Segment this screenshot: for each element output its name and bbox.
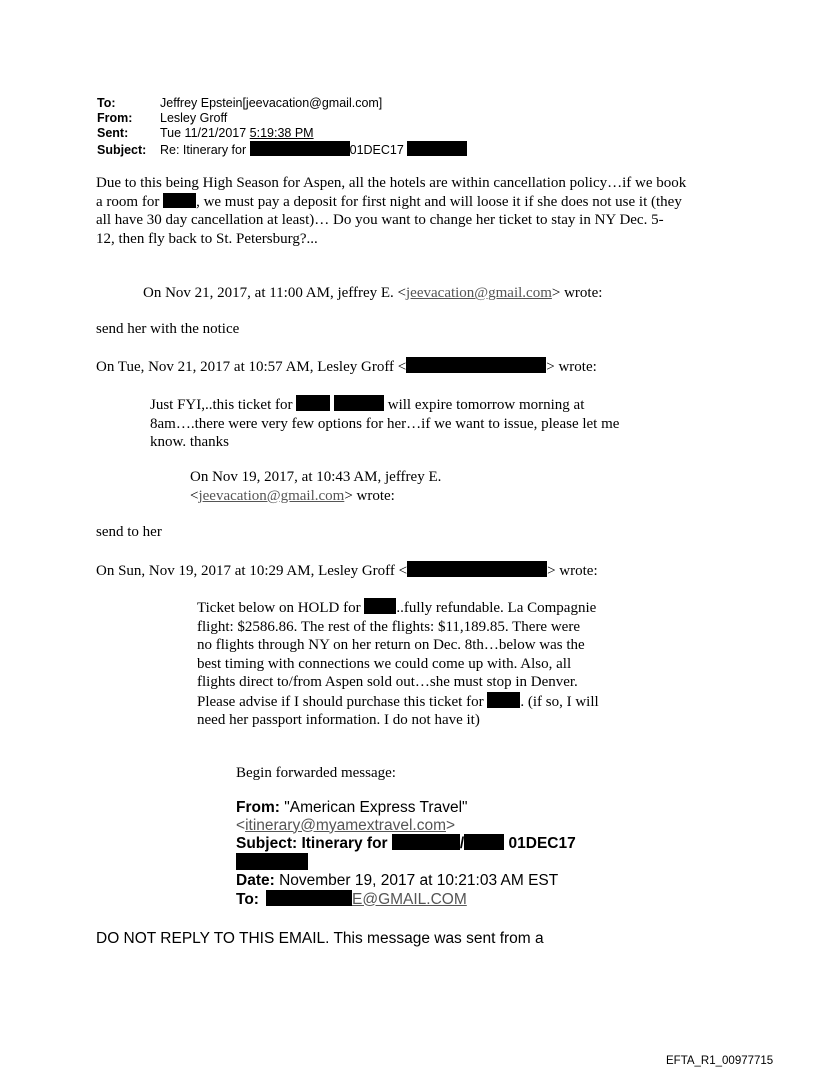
text-fragment: > wrote: [344, 487, 395, 504]
text-fragment: ..fully refundable. La Compagnie [396, 600, 597, 616]
redaction [407, 141, 467, 156]
email-header [97, 96, 467, 158]
message-body [150, 395, 619, 452]
to-label: To: [97, 96, 116, 110]
fwd-from-label: From: [236, 799, 280, 816]
fwd-to-value[interactable]: E@GMAIL.COM [352, 890, 467, 908]
fwd-subject-date: 01DEC17 [508, 835, 576, 852]
fwd-subject-row [236, 834, 576, 853]
fwd-date-label: Date: [236, 872, 275, 889]
fwd-to-row [236, 890, 576, 909]
subject-row [97, 141, 467, 158]
text-fragment: On Tue, Nov 21, 2017 at 10:57 AM, Lesley Groff < [96, 359, 407, 375]
redaction [266, 890, 352, 906]
redaction [334, 395, 384, 411]
fwd-date-value: November 19, 2017 at 10:21:03 AM EST [274, 872, 559, 889]
email-link[interactable]: jeevacation@gmail.com [198, 487, 345, 504]
fwd-from-email-row [236, 817, 576, 835]
message-line: 8am….there were very few options for her…if we want to issue, please let me [150, 415, 620, 432]
forward-begin: Begin forwarded message: [236, 765, 396, 781]
text-fragment: will expire tomorrow morning at [387, 397, 585, 413]
text-fragment: On Sun, Nov 19, 2017 at 10:29 AM, Lesley Groff < [96, 563, 408, 579]
text-fragment: < [190, 487, 199, 504]
redaction [300, 141, 350, 156]
sent-time: 5:19:38 PM [249, 126, 314, 140]
subject-date: 01DEC17 [349, 143, 404, 157]
text-fragment: > wrote: [547, 563, 598, 579]
message-line [197, 598, 599, 618]
fwd-from-value: "American Express Travel" [279, 799, 468, 816]
message-line: know. thanks [150, 434, 230, 450]
from-value: Lesley Groff [160, 111, 228, 125]
text-fragment: , we must pay a deposit for first night and will loose it if she does not use it (they [196, 193, 682, 210]
reply-text: send to her [96, 524, 162, 540]
sent-row [97, 126, 467, 141]
fwd-to-label: To: [236, 890, 259, 908]
text-fragment: > wrote: [551, 285, 603, 301]
text-fragment: Please advise if I should purchase this ticket for [197, 693, 484, 710]
message-line: best timing with connections we could come up with. Also, all [197, 655, 572, 672]
fwd-from-row [236, 799, 576, 817]
redaction [392, 834, 460, 850]
from-row [97, 111, 467, 126]
redaction [406, 357, 546, 373]
message-line: Due to this being High Season for Aspen, all the hotels are within cancellation policy…if we book [96, 175, 687, 191]
message-line: need her passport information. I do not have it) [197, 712, 480, 728]
redaction [487, 692, 520, 708]
subject-label: Subject: [97, 143, 147, 157]
message-line: no flights through NY on her return on Dec. 8th…below was the [197, 637, 585, 653]
message-line: flight: $2586.86. The rest of the flights: $11,189.85. There were [197, 618, 580, 635]
text-fragment: Just FYI,..this ticket for [150, 397, 293, 413]
text-fragment: a room for [96, 193, 160, 210]
message-line [150, 395, 619, 415]
message-line [197, 692, 599, 712]
to-row [97, 96, 467, 111]
email-link[interactable]: jeevacation@gmail.com [406, 285, 552, 301]
from-label: From: [97, 111, 133, 125]
text-fragment: > wrote: [546, 359, 597, 375]
fwd-from-email[interactable]: itinerary@myamextravel.com [245, 816, 446, 834]
reply-text: send her with the notice [96, 321, 240, 337]
fwd-subject-cont [236, 853, 576, 873]
message-body [197, 598, 599, 730]
text-fragment: / [459, 835, 465, 852]
notice-text: DO NOT REPLY TO THIS EMAIL. This message was sent from a [96, 930, 544, 947]
sent-date: Tue 11/21/2017 [160, 126, 250, 140]
text-fragment: . (if so, I will [520, 693, 599, 710]
message-line: 12, then fly back to St. Petersburg?... [96, 230, 318, 247]
text-fragment: < [236, 816, 246, 834]
message-line [190, 487, 441, 506]
message-line: flights direct to/from Aspen sold out…she must stop in Denver. [197, 674, 578, 690]
redaction [296, 395, 330, 411]
fwd-date-row [236, 872, 576, 890]
fwd-subject-label: Subject: Itinerary for [236, 835, 388, 852]
quote-intro [190, 468, 441, 505]
subject-prefix: Re: Itinerary for [160, 143, 247, 157]
forwarded-header [236, 799, 576, 908]
text-fragment: Ticket below on HOLD for [197, 600, 361, 616]
text-fragment: > [445, 816, 456, 834]
redaction [163, 193, 196, 208]
message-body [96, 174, 686, 248]
quote-intro [96, 561, 598, 581]
redaction [250, 141, 300, 156]
message-line: all have 30 day cancellation at least)… Do you want to change her ticket to stay in NY Dec. 5- [96, 212, 664, 228]
redaction [236, 853, 308, 870]
redaction [464, 834, 504, 850]
redaction [407, 561, 547, 577]
message-line [96, 193, 686, 212]
to-value: Jeffrey Epstein[jeevacation@gmail.com] [160, 96, 383, 110]
sent-label: Sent: [97, 126, 129, 140]
redaction [364, 598, 396, 614]
text-fragment: On Nov 21, 2017, at 11:00 AM, jeffrey E. < [143, 285, 407, 301]
quote-intro [143, 284, 602, 303]
message-line: On Nov 19, 2017, at 10:43 AM, jeffrey E. [190, 469, 442, 485]
quote-intro [96, 357, 597, 377]
document-id: EFTA_R1_00977715 [666, 1055, 774, 1067]
